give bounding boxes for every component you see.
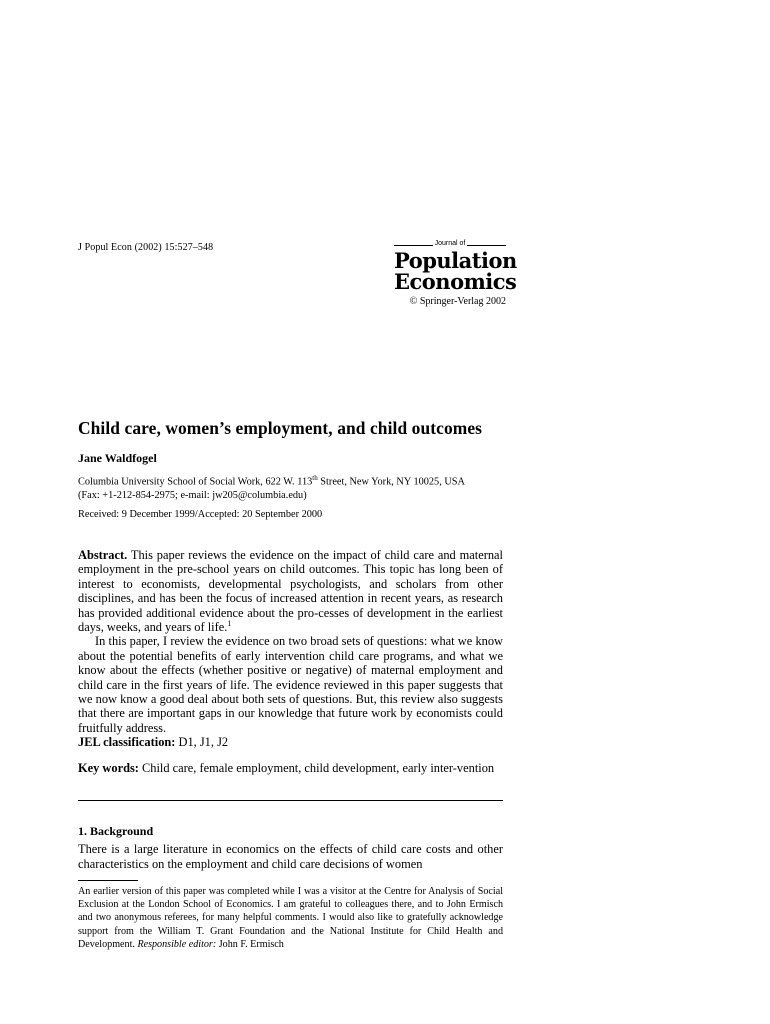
footnote: An earlier version of this paper was completed while I was a visitor at the Centre for Analysis of Social Exclusion at the London School of Economics. I am grateful to colleagues there, and to John Ermisch and two anonymous referees, for many helpful comments. I would also like to gratefully acknowledge support from the William T. Grant Foundation and the National Institute for Child Health and Development. Responsible editor: John F. Ermisch <box>78 886 503 950</box>
contact-line: (Fax: +1-212-854-2975; e-mail: jw205@columbia.edu) <box>78 490 307 502</box>
body-paragraph: There is a large literature in economics on the effects of child care costs and other characteristics on the employment and child care decisions of women <box>78 842 503 871</box>
received-dates: Received: 9 December 1999/Accepted: 20 September 2000 <box>78 509 323 520</box>
footnote-divider <box>78 880 138 881</box>
author-name: Jane Waldfogel <box>78 451 157 465</box>
logo-economics: Economics <box>394 269 517 294</box>
article-title: Child care, women’s employment, and child outcomes <box>78 418 483 438</box>
logo-population: Population <box>394 248 517 273</box>
journal-logo <box>394 240 517 307</box>
author-affiliation: Columbia University School of Social Work, 622 W. 113th Street, New York, NY 10025, USA (Fax: +1-212-854-2975; e-mail: jw205@columbia.edu) <box>78 474 465 502</box>
abstract <box>78 548 503 735</box>
logo-journal-of: Journal of <box>394 240 506 250</box>
copyright-notice: © Springer-Verlag 2002 <box>409 296 506 307</box>
abstract-para-2: In this paper, I review the evidence on two broad sets of questions: what we know about the potential benefits of early intervention child care programs, and what we know about the effects (whether positive or negative) of maternal employment and child care in the first years of life. The evidence reviewed in this paper suggests that we now know a good deal about both sets of questions. But, this review also suggests that there are important gaps in our knowledge that future work by economists could fruitfully address. <box>78 634 503 735</box>
section-heading: 1. Background <box>78 824 154 838</box>
footnote-marker: 1 <box>227 618 232 628</box>
abstract-para-1: Abstract. This paper reviews the evidence on the impact of child care and maternal employment in the pre-school years on child outcomes. This topic has long been of interest to economists, developmental psychologists, and scholars from other disciplines, and has been the focus of increased attention in recent years, as research has provided additional evidence about the pro-cesses of development in the earliest days, weeks, and years of life.$^1$ <box>78 548 503 635</box>
section-divider <box>78 800 503 801</box>
jel-classification: JEL classification: D1, J1, J2 <box>78 735 229 749</box>
key-words: Key words: Child care, female employment, child development, early inter-vention <box>78 761 495 775</box>
journal-citation: J Popul Econ (2002) 15:527–548 <box>78 242 214 253</box>
